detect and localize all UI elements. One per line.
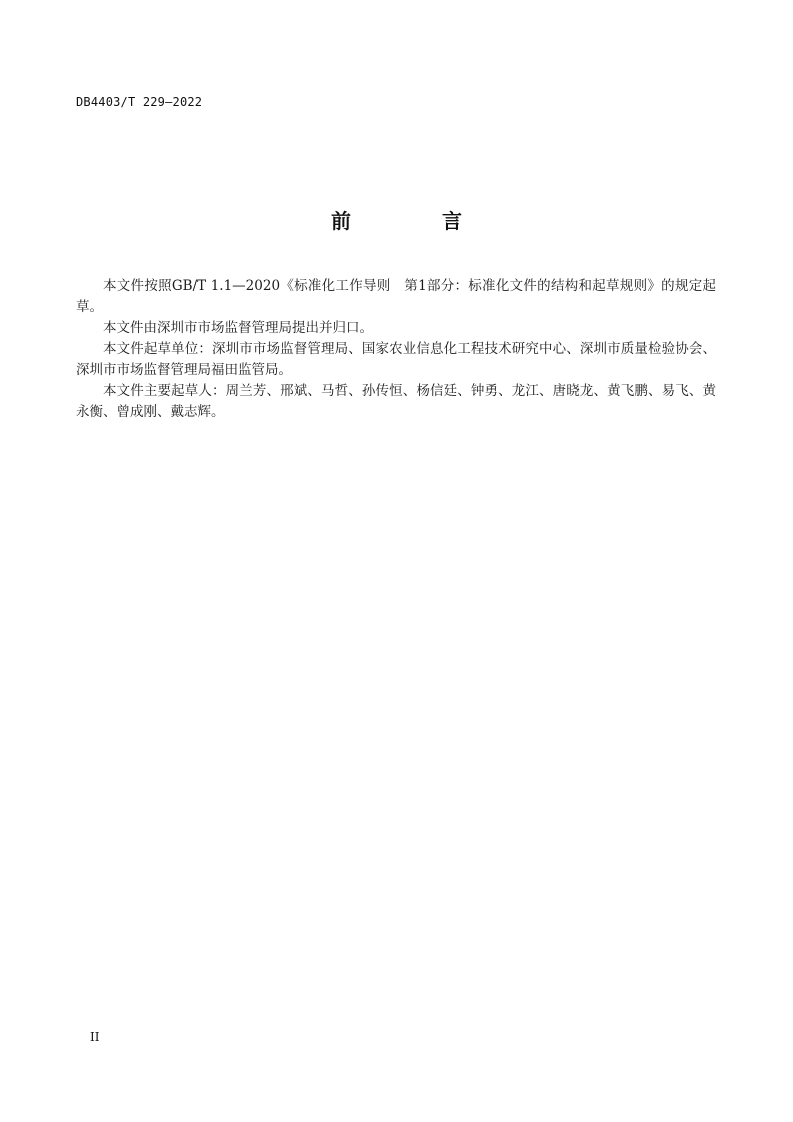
section-title: 前 言 [331, 209, 504, 233]
paragraph-proposer: 本文件由深圳市市场监督管理局提出并归口。 [103, 320, 373, 336]
document-code: DB4403/T 229—2022 [76, 95, 203, 109]
paragraph-drafting-basis: 本文件按照GB/T 1.1—2020《标准化工作导则 第1部分：标准化文件的结构和起草规则》的规定起草。 [76, 278, 716, 315]
page-number: II [90, 1030, 100, 1044]
foreword-body [76, 276, 716, 423]
paragraph-drafting-units: 本文件起草单位：深圳市市场监督管理局、国家农业信息化工程技术研究中心、深圳市质量检验协会、深圳市市场监督管理局福田监管局。 [76, 341, 716, 378]
paragraph-drafters: 本文件主要起草人：周兰芳、邢斌、马哲、孙传恒、杨信廷、钟勇、龙江、唐晓龙、黄飞鹏、易飞、黄永衡、曾成刚、戴志辉。 [76, 383, 716, 420]
